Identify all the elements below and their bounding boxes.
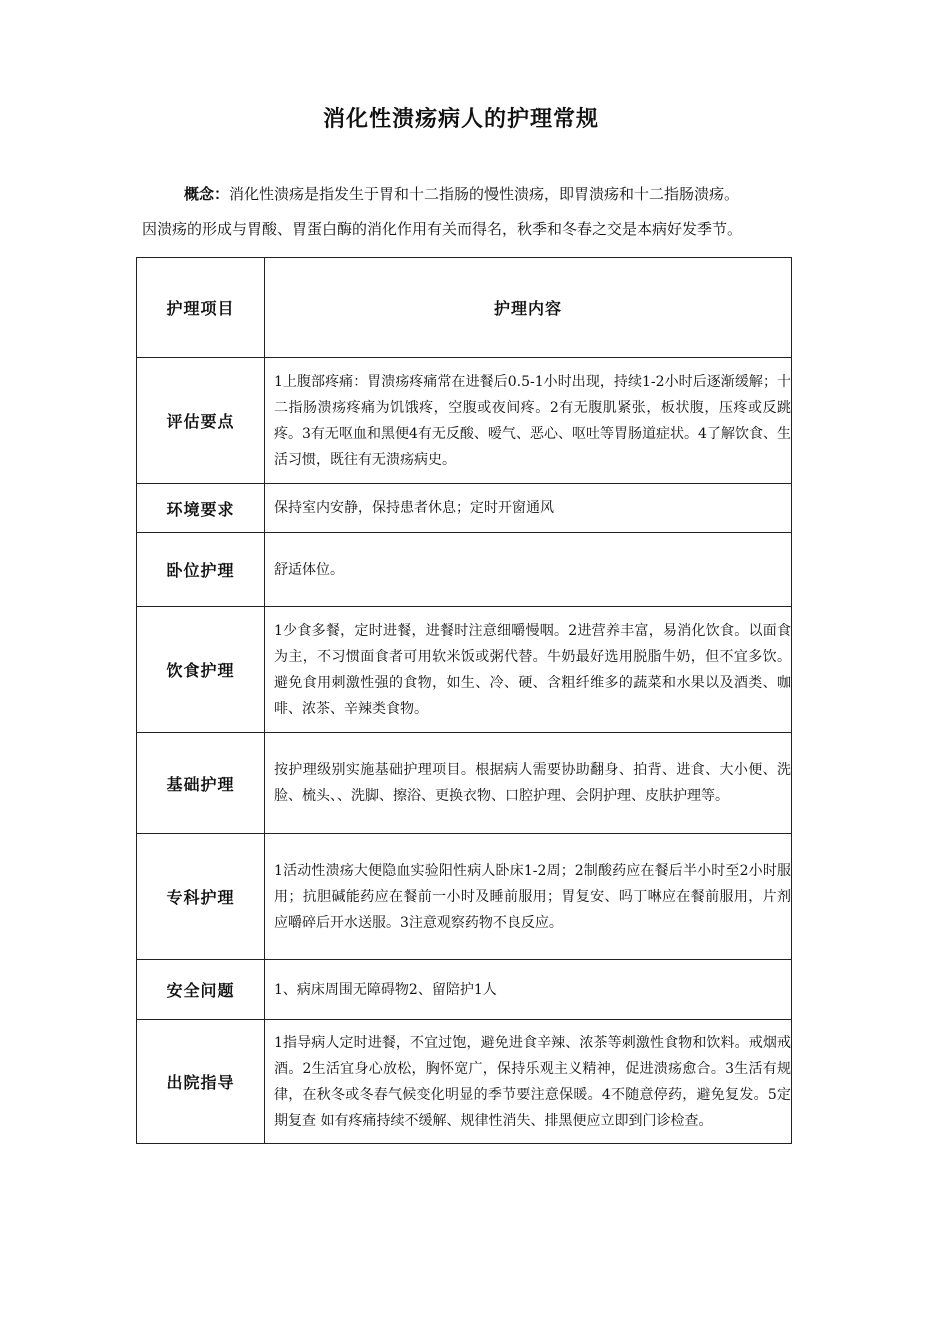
table-row bbox=[137, 484, 792, 533]
row-item-specialty-care: 专科护理 bbox=[137, 834, 265, 960]
row-content-specialty-care: 1活动性溃疡大便隐血实验阳性病人卧床1-2周；2制酸药应在餐后半小时至2小时服用；抗胆碱能药应在餐前一小时及睡前服用；胃复安、吗丁啉应在餐前服用，片剂应嚼碎后开水送服。3注意观察药物不良反应。 bbox=[265, 834, 792, 960]
concept-text-line2: 因溃疡的形成与胃酸、胃蛋白酶的消化作用有关而得名，秋季和冬春之交是本病好发季节。 bbox=[142, 220, 743, 238]
table-row bbox=[137, 533, 792, 607]
row-content-assessment: 1上腹部疼痛：胃溃疡疼痛常在进餐后0.5-1小时出现，持续1-2小时后逐渐缓解；十二指肠溃疡疼痛为饥饿疼，空腹或夜间疼。2有无腹肌紧张，板状腹，压疼或反跳疼。3有无呕血和黑便4有无反酸、嗳气、恶心、呕吐等胃肠道症状。4了解饮食、生活习惯，既往有无溃疡病史。 bbox=[265, 358, 792, 484]
row-content-environment: 保持室内安静，保持患者休息；定时开窗通风 bbox=[265, 484, 792, 533]
concept-label: 概念： bbox=[184, 185, 230, 203]
table-row bbox=[137, 960, 792, 1020]
table-row bbox=[137, 834, 792, 960]
table-row bbox=[137, 733, 792, 834]
row-item-discharge-guidance: 出院指导 bbox=[137, 1020, 265, 1144]
concept-paragraph bbox=[136, 177, 836, 247]
page-title: 消化性溃疡病人的护理常规 bbox=[322, 107, 599, 132]
row-item-basic-care: 基础护理 bbox=[137, 733, 265, 834]
row-item-safety: 安全问题 bbox=[137, 960, 265, 1020]
table-row bbox=[137, 1020, 792, 1144]
header-nursing-content: 护理内容 bbox=[265, 258, 792, 358]
row-item-assessment: 评估要点 bbox=[137, 358, 265, 484]
row-item-position: 卧位护理 bbox=[137, 533, 265, 607]
row-item-environment: 环境要求 bbox=[137, 484, 265, 533]
row-content-basic-care: 按护理级别实施基础护理项目。根据病人需要协助翻身、拍背、进食、大小便、洗脸、梳头、、洗脚、擦浴、更换衣物、口腔护理、会阴护理、皮肤护理等。 bbox=[265, 733, 792, 834]
row-content-safety: 1、病床周围无障碍物2、留陪护1人 bbox=[265, 960, 792, 1020]
row-content-position: 舒适体位。 bbox=[265, 533, 792, 607]
concept-text-line1: 消化性溃疡是指发生于胃和十二指肠的慢性溃疡，即胃溃疡和十二指肠溃疡。 bbox=[229, 185, 740, 203]
row-content-diet: 1少食多餐，定时进餐，进餐时注意细嚼慢咽。2进营养丰富，易消化饮食。以面食为主，不习惯面食者可用软米饭或粥代替。牛奶最好选用脱脂牛奶，但不宜多饮。避免食用刺激性强的食物，如生、冷、硬、含粗纤维多的蔬菜和水果以及酒类、咖啡、浓茶、辛辣类食物。 bbox=[265, 607, 792, 733]
row-content-discharge-guidance: 1指导病人定时进餐，不宜过饱，避免进食辛辣、浓茶等刺激性食物和饮料。戒烟戒酒。2生活宜身心放松，胸怀宽广，保持乐观主义精神，促进溃疡愈合。3生活有规律，在秋冬或冬春气候变化明显的季节要注意保暖。4不随意停药，避免复发。5定期复查 如有疼痛持续不缓解、规律性消失、排黑便应立即到门诊检查。 bbox=[265, 1020, 792, 1144]
nursing-care-table bbox=[136, 257, 792, 1144]
table-row bbox=[137, 607, 792, 733]
table-row bbox=[137, 358, 792, 484]
table-header-row bbox=[137, 258, 792, 358]
header-nursing-item: 护理项目 bbox=[137, 258, 265, 358]
row-item-diet: 饮食护理 bbox=[137, 607, 265, 733]
